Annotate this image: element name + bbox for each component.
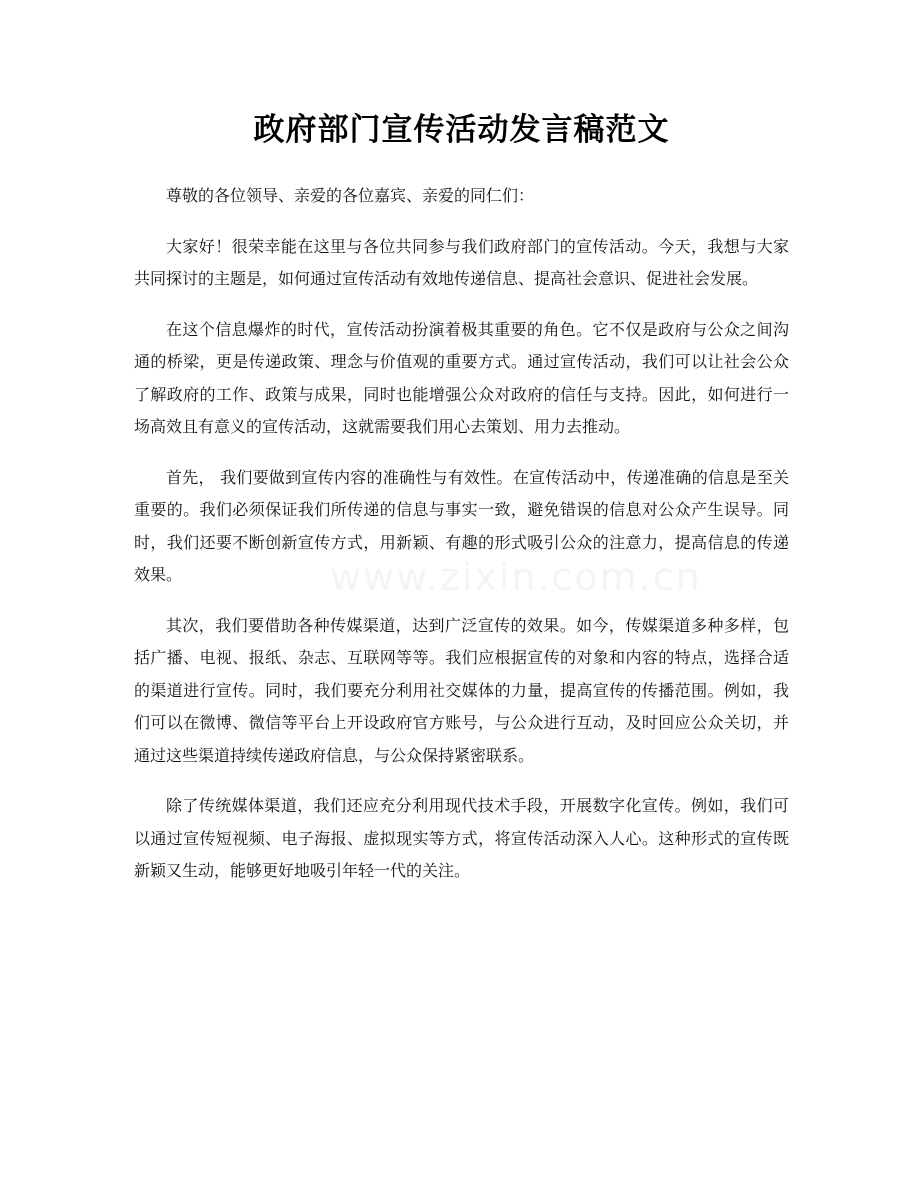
paragraph-salutation: 尊敬的各位领导、亲爱的各位嘉宾、亲爱的同仁们： <box>166 186 535 205</box>
paragraph-greeting: 大家好！很荣幸能在这里与各位共同参与我们政府部门的宣传活动。今天，我想与大家共同探讨的主题是，如何通过宣传活动有效地传递信息、提高社会意识、促进社会发展。 <box>134 236 789 288</box>
paragraph-first-point: 首先， 我们要做到宣传内容的准确性与有效性。在宣传活动中，传递准确的信息是至关重要的。我们必须保证我们所传递的信息与事实一致，避免错误的信息对公众产生误导。同时，我们还要不断创新宣传方式，用新颖、有趣的形式吸引公众的注意力，提高信息的传递效果。 <box>134 467 789 584</box>
document-body <box>134 180 789 888</box>
paragraph-importance: 在这个信息爆炸的时代，宣传活动扮演着极其重要的角色。它不仅是政府与公众之间沟通的桥梁，更是传递政策、理念与价值观的重要方式。通过宣传活动，我们可以让社会公众了解政府的工作、政策与成果，同时也能增强公众对政府的信任与支持。因此，如何进行一场高效且有意义的宣传活动，这就需要我们用心去策划、用力去推动。 <box>134 319 789 436</box>
document-title: 政府部门宣传活动发言稿范文 <box>253 112 670 148</box>
paragraph-second-point: 其次，我们要借助各种传媒渠道，达到广泛宣传的效果。如今，传媒渠道多种多样，包括广播、电视、报纸、杂志、互联网等等。我们应根据宣传的对象和内容的特点，选择合适的渠道进行宣传。同时，我们要充分利用社交媒体的力量，提高宣传的传播范围。例如，我们可以在微博、微信等平台上开设政府官方账号，与公众进行互动，及时回应公众关切，并通过这些渠道持续传递政府信息，与公众保持紧密联系。 <box>134 615 789 765</box>
paragraph-digital-promotion: 除了传统媒体渠道，我们还应充分利用现代技术手段，开展数字化宣传。例如，我们可以通过宣传短视频、电子海报、虚拟现实等方式，将宣传活动深入人心。这种形式的宣传既新颖又生动，能够更好地吸引年轻一代的关注。 <box>134 796 789 880</box>
